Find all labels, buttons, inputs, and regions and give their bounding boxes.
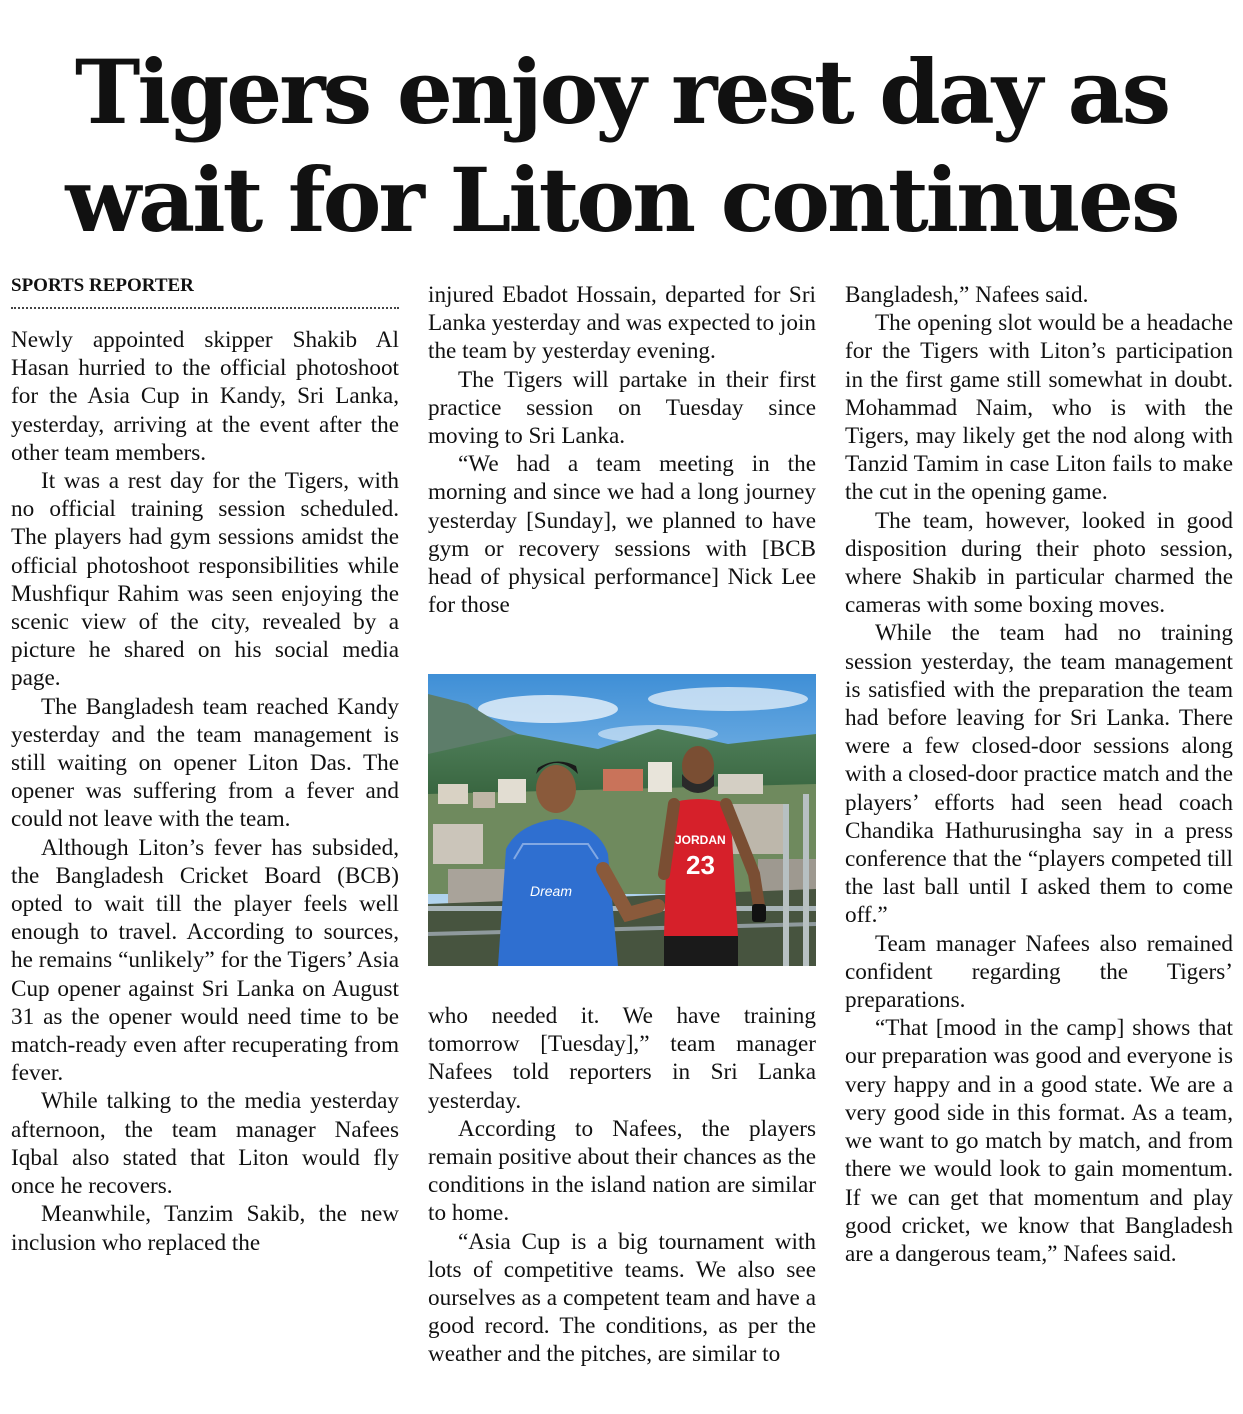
paragraph: “Asia Cup is a big tournament with lots of competitive teams. We also see ourselves as a competent team and have a good record. The conditions, as per the weather and the pitches, are similar to <box>428 1228 816 1368</box>
article-photo <box>428 674 816 966</box>
article-column-1 <box>11 326 399 1257</box>
paragraph: Although Liton’s fever has subsided, the Bangladesh Cricket Board (BCB) opted to wait till the player feels well enough to travel. According to sources, he remains “unlikely” for the Tigers’ Asia Cup opener against Sri Lanka on August 31 as the opener would need time to be match-ready even after recuperating from fever. <box>11 834 399 1087</box>
jersey-brand-text: JORDAN <box>675 833 726 847</box>
photo-players-kandy <box>428 674 816 966</box>
paragraph: Meanwhile, Tanzim Sakib, the new inclusion who replaced the <box>11 1201 399 1256</box>
article-column-2-bottom <box>428 1002 816 1369</box>
paragraph: “That [mood in the camp] shows that our preparation was good and everyone is very happy and in a good state. We are a very good side in this format. As a team, we want to go match by match, and from there we would look to gain momentum. If we can get that momentum and play good cricket, we know that Bangladesh are a dangerous team,” Nafees said. <box>845 1015 1233 1267</box>
article-column-2-top <box>428 281 816 619</box>
headline-line-1: Tigers enjoy rest day as <box>74 40 1169 144</box>
paragraph: “We had a team meeting in the morning and since we had a long journey yesterday [Sunday], we planned to have gym or recovery sessions with [BCB head of physical performance] Nick Lee for those <box>428 451 816 619</box>
paragraph: injured Ebadot Hossain, departed for Sri Lanka yesterday and was expected to join the team by yesterday evening. <box>428 282 816 365</box>
paragraph: The Bangladesh team reached Kandy yesterday and the team management is still waiting on opener Liton Das. The opener was suffering from a fever and could not leave with the team. <box>11 693 399 833</box>
headline <box>0 38 1243 254</box>
paragraph: According to Nafees, the players remain positive about their chances as the conditions in the island nation are similar to home. <box>428 1115 816 1227</box>
paragraph: Newly appointed skipper Shakib Al Hasan hurried to the official photoshoot for the Asia Cup in Kandy, Sri Lanka, yesterday, arriving at the event after the other team members. <box>11 327 399 466</box>
byline: SPORTS REPORTER <box>11 274 399 309</box>
paragraph: The team, however, looked in good disposition during their photo session, where Shakib in particular charmed the cameras with some boxing moves. <box>845 507 1233 619</box>
paragraph: While talking to the media yesterday afternoon, the team manager Nafees Iqbal also stated that Liton would fly once he recovers. <box>11 1088 399 1200</box>
jersey-sponsor-text: Dream <box>530 883 573 899</box>
paragraph: The Tigers will partake in their first practice session on Tuesday since moving to Sri Lanka. <box>428 366 816 450</box>
paragraph: Team manager Nafees also remained confident regarding the Tigers’ preparations. <box>845 930 1233 1014</box>
paragraph: who needed it. We have training tomorrow [Tuesday],” team manager Nafees told reporters in Sri Lanka yesterday. <box>428 1003 816 1114</box>
paragraph: Bangladesh,” Nafees said. <box>845 282 1089 308</box>
jersey-number-text: 23 <box>686 850 715 880</box>
paragraph: While the team had no training session yesterday, the team management is satisfied with the preparation the team had before leaving for Sri Lanka. There were a few closed-door sessions along with a closed-door practice match and the players’ efforts had seen head coach Chandika Hathurusingha say in a press conference that the “players competed till the last ball until I asked them to come off.” <box>845 620 1233 929</box>
headline-line-2: wait for Liton continues <box>65 148 1178 252</box>
article-column-3 <box>845 281 1233 1268</box>
paragraph: It was a rest day for the Tigers, with no official training session scheduled. The players had gym sessions amidst the official photoshoot responsibilities while Mushfiqur Rahim was seen enjoying the scenic view of the city, revealed by a picture he shared on his social media page. <box>11 468 399 692</box>
paragraph: The opening slot would be a headache for the Tigers with Liton’s participation in the first game still somewhat in doubt. Mohammad Naim, who is with the Tigers, may likely get the nod along with Tanzid Tamim in case Liton fails to make the cut in the opening game. <box>845 310 1233 506</box>
